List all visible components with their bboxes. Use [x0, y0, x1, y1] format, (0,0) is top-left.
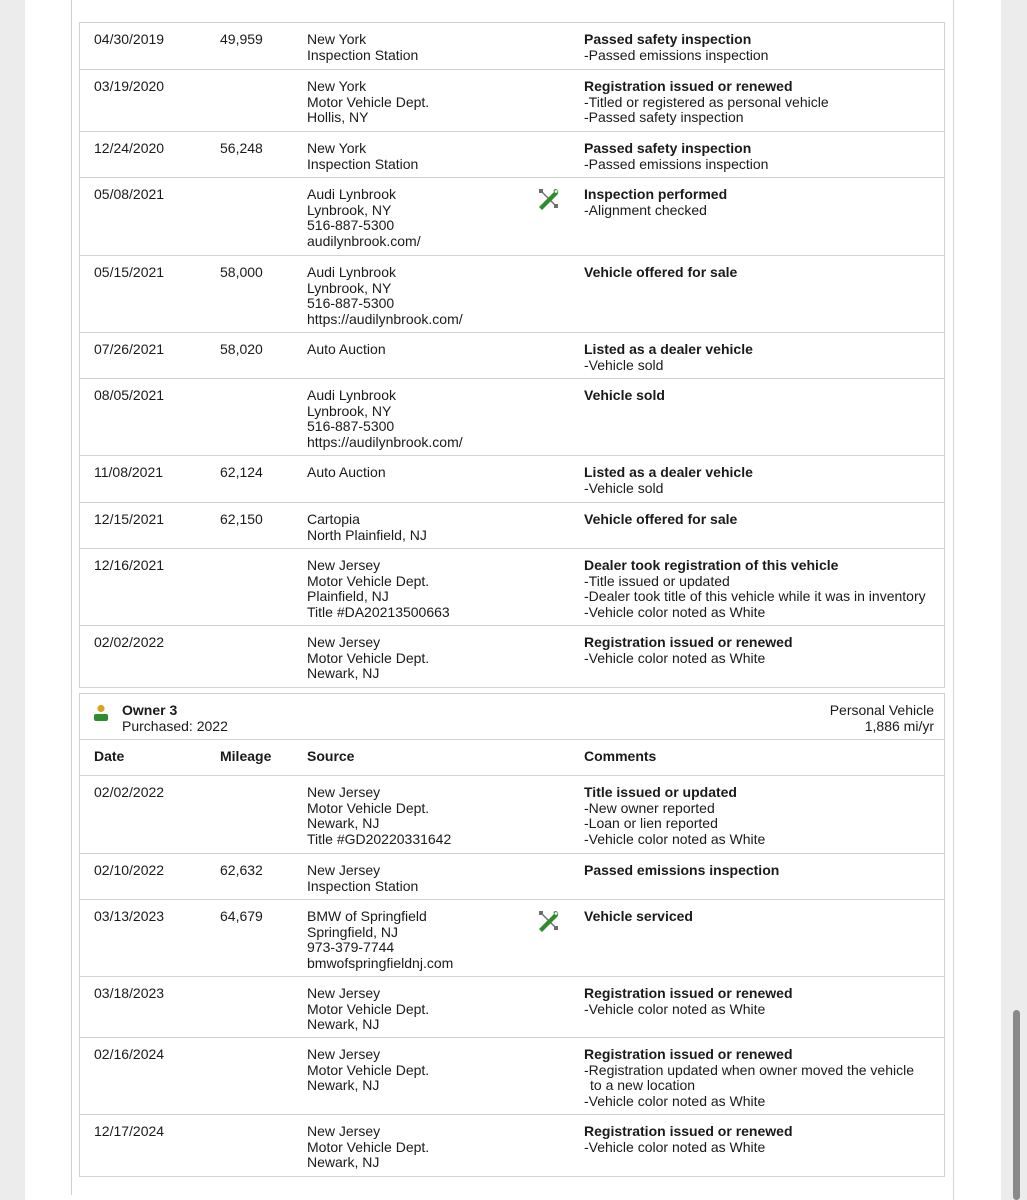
owner-purchased: Purchased: 2022: [122, 718, 228, 734]
record-source: [307, 863, 418, 894]
record-date: 03/18/2023: [94, 985, 165, 1001]
comment-detail: - Vehicle color noted as White: [584, 1002, 793, 1018]
comment-detail: - Passed emissions inspection: [584, 157, 768, 173]
source-line: 973-379-7744: [307, 939, 395, 955]
record-source: [307, 187, 421, 249]
source-line: New Jersey: [307, 784, 381, 800]
source-line: Inspection Station: [307, 877, 419, 894]
comment-detail: to a new location: [590, 1077, 696, 1093]
record-source: [307, 465, 386, 481]
comment-title: Passed safety inspection: [584, 140, 752, 156]
table-row: [80, 23, 944, 70]
record-comments: [584, 187, 727, 218]
record-comments: [584, 1124, 793, 1155]
comment-detail: - Vehicle color noted as White: [584, 651, 793, 667]
source-line: audilynbrook.com/: [307, 232, 421, 249]
source-line: Cartopia: [307, 511, 360, 527]
source-line: Springfield, NJ: [307, 923, 399, 940]
source-line: Newark, NJ: [307, 1016, 380, 1032]
history-table-previous-owner: [79, 22, 945, 688]
record-comments: [584, 79, 829, 126]
table-row: [80, 977, 944, 1038]
comment-detail: - Passed emissions inspection: [584, 48, 768, 64]
comment-title: Listed as a dealer vehicle: [584, 341, 753, 357]
source-line: https://audilynbrook.com/: [307, 433, 463, 450]
record-mileage: 58,000: [220, 264, 263, 280]
comment-title: Registration issued or renewed: [584, 634, 793, 650]
record-mileage: 56,248: [220, 140, 263, 156]
table-row: [80, 333, 944, 379]
source-line: Auto Auction: [307, 341, 386, 357]
record-date: 02/10/2022: [94, 862, 165, 878]
source-line: BMW of Springfield: [307, 908, 427, 924]
comment-detail: - Alignment checked: [584, 203, 727, 219]
comment-detail: - Registration updated when owner moved the vehicle: [584, 1063, 914, 1079]
record-date: 07/26/2021: [94, 341, 165, 357]
header-comments: Comments: [584, 748, 657, 764]
source-line: New Jersey: [307, 1046, 381, 1062]
source-line: 516-887-5300: [307, 418, 395, 434]
source-line: Newark, NJ: [307, 815, 380, 831]
source-line: Motor Vehicle Dept.: [307, 799, 430, 816]
record-source: [307, 141, 418, 172]
comment-title: Inspection performed: [584, 186, 728, 202]
record-source: [307, 32, 418, 63]
record-date: 05/15/2021: [94, 264, 165, 280]
source-line: New Jersey: [307, 1123, 381, 1139]
owner-header: [80, 694, 944, 740]
comment-detail: - Vehicle color noted as White: [584, 832, 765, 848]
source-line: New York: [307, 31, 367, 47]
comment-title: Passed safety inspection: [584, 31, 752, 47]
record-source: [307, 986, 429, 1033]
comment-detail: - Vehicle color noted as White: [584, 1094, 914, 1110]
record-comments: [584, 141, 768, 172]
table-row: [80, 776, 944, 854]
record-source: [307, 79, 429, 126]
owner-name: Owner 3: [122, 702, 178, 718]
source-line: Lynbrook, NY: [307, 201, 392, 218]
source-line: Motor Vehicle Dept.: [307, 1000, 430, 1017]
source-line: Lynbrook, NY: [307, 402, 392, 419]
content-left-border: [71, 0, 72, 1195]
table-row: [80, 379, 944, 456]
table-row: [80, 626, 944, 688]
record-date: 02/02/2022: [94, 784, 165, 800]
comment-detail: - Vehicle color noted as White: [584, 605, 926, 621]
comment-detail: - Titled or registered as personal vehicle: [584, 95, 829, 111]
record-source: [307, 512, 427, 543]
comment-title: Registration issued or renewed: [584, 1046, 793, 1062]
record-comments: [584, 465, 753, 496]
record-source: [307, 909, 453, 971]
source-line: Motor Vehicle Dept.: [307, 1061, 430, 1078]
content-right-border: [953, 0, 954, 1200]
record-comments: [584, 909, 693, 925]
source-line: Auto Auction: [307, 464, 386, 480]
source-line: Newark, NJ: [307, 1077, 380, 1093]
scrollbar-thumb[interactable]: [1013, 1010, 1020, 1200]
record-date: 08/05/2021: [94, 387, 165, 403]
record-comments: [584, 512, 737, 528]
source-line: New Jersey: [307, 985, 381, 1001]
table-row: [80, 900, 944, 977]
source-line: bmwofspringfieldnj.com: [307, 954, 454, 971]
record-mileage: 49,959: [220, 31, 263, 47]
record-source: [307, 635, 429, 682]
source-line: Motor Vehicle Dept.: [307, 1138, 430, 1155]
source-line: Lynbrook, NY: [307, 279, 392, 296]
record-source: [307, 785, 451, 847]
comment-detail: - Vehicle color noted as White: [584, 1140, 793, 1156]
owner-3-section: [79, 693, 945, 1177]
source-line: New York: [307, 140, 367, 156]
source-line: Plainfield, NJ: [307, 588, 389, 604]
source-line: Audi Lynbrook: [307, 186, 396, 202]
record-date: 03/13/2023: [94, 908, 165, 924]
header-source: Source: [307, 748, 355, 764]
record-date: 04/30/2019: [94, 31, 165, 47]
owner-vehicle-type: Personal Vehicle: [829, 702, 934, 718]
record-mileage: 62,150: [220, 511, 263, 527]
record-date: 11/08/2021: [94, 464, 164, 480]
record-comments: [584, 342, 753, 373]
record-mileage: 62,124: [220, 464, 263, 480]
table-row: [80, 456, 944, 503]
source-line: Motor Vehicle Dept.: [307, 572, 430, 589]
comment-detail: - Title issued or updated: [584, 574, 926, 590]
source-line: Title #GD20220331642: [307, 830, 452, 847]
source-line: New Jersey: [307, 634, 381, 650]
header-mileage: Mileage: [220, 748, 272, 764]
record-source: [307, 342, 386, 358]
source-line: Newark, NJ: [307, 1154, 380, 1170]
comment-detail: - Dealer took title of this vehicle while it was in inventory: [584, 589, 926, 605]
record-source: [307, 1047, 429, 1094]
table-row: [80, 70, 944, 132]
record-date: 02/16/2024: [94, 1046, 165, 1062]
record-mileage: 58,020: [220, 341, 263, 357]
comment-detail: - Vehicle sold: [584, 481, 753, 497]
comment-title: Passed emissions inspection: [584, 862, 780, 878]
owner-3-records: [80, 776, 944, 1177]
record-mileage: 62,632: [220, 862, 263, 878]
source-line: North Plainfield, NJ: [307, 526, 427, 543]
record-comments: [584, 1047, 914, 1109]
source-line: Motor Vehicle Dept.: [307, 649, 430, 666]
comment-detail: - New owner reported: [584, 801, 765, 817]
record-date: 05/08/2021: [94, 186, 165, 202]
comment-title: Vehicle serviced: [584, 908, 693, 924]
record-date: 12/16/2021: [94, 557, 165, 573]
record-comments: [584, 863, 779, 879]
owner-mileage-rate: 1,886 mi/yr: [864, 718, 934, 734]
source-line: Newark, NJ: [307, 665, 380, 681]
record-comments: [584, 32, 768, 63]
record-comments: [584, 785, 765, 847]
comment-title: Registration issued or renewed: [584, 985, 793, 1001]
table-row: [80, 256, 944, 333]
record-comments: [584, 388, 665, 404]
record-comments: [584, 635, 793, 666]
service-tools-icon: [534, 907, 562, 935]
comment-title: Vehicle offered for sale: [584, 264, 738, 280]
service-tools-icon: [534, 185, 562, 213]
comment-detail: - Vehicle sold: [584, 358, 753, 374]
record-comments: [584, 986, 793, 1017]
header-date: Date: [94, 748, 125, 764]
source-line: Inspection Station: [307, 155, 419, 172]
table-row: [80, 854, 944, 900]
comment-title: Title issued or updated: [584, 784, 737, 800]
record-comments: [584, 558, 926, 620]
comment-title: Listed as a dealer vehicle: [584, 464, 753, 480]
comment-title: Registration issued or renewed: [584, 78, 793, 94]
table-row: [80, 503, 944, 549]
record-mileage: 64,679: [220, 908, 263, 924]
table-row: [80, 1115, 944, 1177]
source-line: Audi Lynbrook: [307, 264, 396, 280]
table-row: [80, 1038, 944, 1115]
table-row: [80, 178, 944, 256]
source-line: Title #DA20213500663: [307, 603, 450, 620]
source-line: 516-887-5300: [307, 295, 395, 311]
comment-detail: - Passed safety inspection: [584, 110, 829, 126]
record-comments: [584, 265, 737, 281]
record-source: [307, 1124, 429, 1171]
record-date: 12/24/2020: [94, 140, 165, 156]
table-row: [80, 549, 944, 626]
source-line: New Jersey: [307, 862, 381, 878]
record-date: 12/17/2024: [94, 1123, 165, 1139]
table-row: [80, 132, 944, 178]
record-date: 02/02/2022: [94, 634, 165, 650]
source-line: Motor Vehicle Dept.: [307, 93, 430, 110]
comment-title: Vehicle offered for sale: [584, 511, 738, 527]
record-date: 03/19/2020: [94, 78, 165, 94]
source-line: Inspection Station: [307, 46, 419, 63]
source-line: New York: [307, 78, 367, 94]
table-header-row: [80, 740, 944, 776]
source-line: New Jersey: [307, 557, 381, 573]
record-source: [307, 388, 463, 450]
comment-title: Registration issued or renewed: [584, 1123, 793, 1139]
source-line: Audi Lynbrook: [307, 387, 396, 403]
comment-title: Dealer took registration of this vehicle: [584, 557, 839, 573]
record-source: [307, 558, 450, 620]
source-line: Hollis, NY: [307, 109, 369, 125]
comment-title: Vehicle sold: [584, 387, 665, 403]
comment-detail: - Loan or lien reported: [584, 816, 765, 832]
source-line: https://audilynbrook.com/: [307, 310, 463, 327]
source-line: 516-887-5300: [307, 217, 395, 233]
record-date: 12/15/2021: [94, 511, 165, 527]
owner-person-icon: [92, 704, 110, 722]
record-source: [307, 265, 463, 327]
